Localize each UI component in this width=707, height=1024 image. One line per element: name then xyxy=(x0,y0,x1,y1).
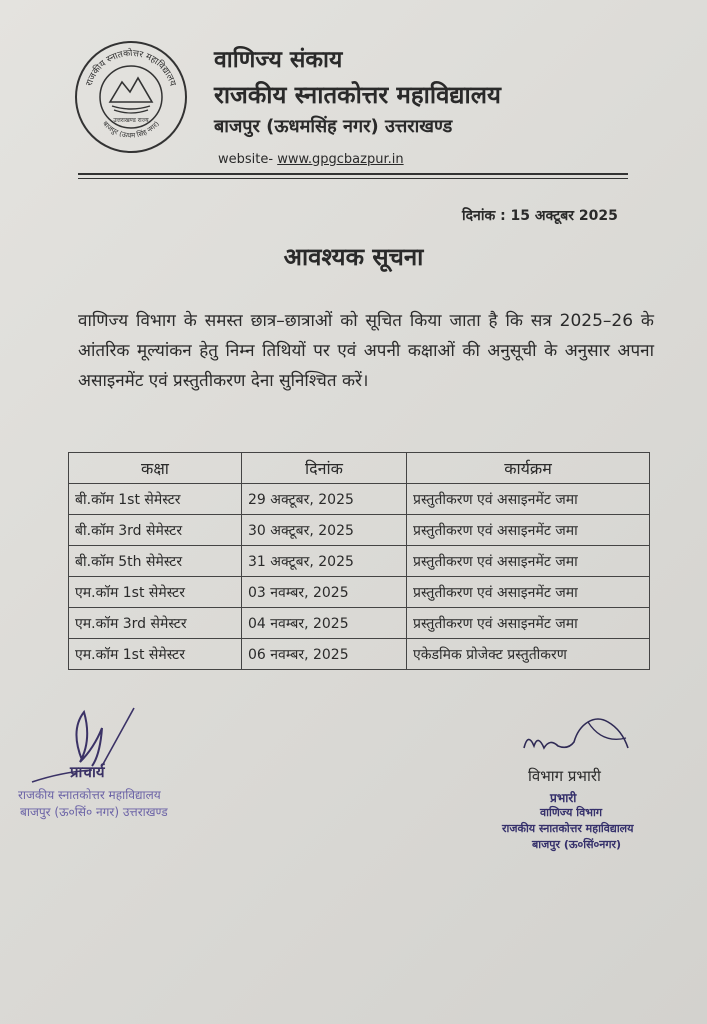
cell-class: एम.कॉम 3rd सेमेस्टर xyxy=(69,608,242,639)
table-row xyxy=(69,515,650,546)
cell-class: बी.कॉम 1st सेमेस्टर xyxy=(69,484,242,515)
college-title: राजकीय स्नातकोत्तर महाविद्यालय xyxy=(214,81,501,109)
logo-ring-text: राजकीय स्नातकोत्तर महाविद्यालय xyxy=(84,48,178,88)
table-row xyxy=(69,608,650,639)
head-title: विभाग प्रभारी xyxy=(528,767,601,785)
header-divider-thin xyxy=(78,178,628,179)
website-link[interactable]: www.gpgcbazpur.in xyxy=(277,152,404,167)
cell-programme: प्रस्तुतीकरण एवं असाइनमेंट जमा xyxy=(407,515,650,546)
table-row xyxy=(69,546,650,577)
header-date: दिनांक xyxy=(242,453,407,484)
logo-inner-text: उत्तराखण्ड राज्य xyxy=(113,117,149,124)
mountain-icon xyxy=(110,78,152,102)
cell-class: बी.कॉम 3rd सेमेस्टर xyxy=(69,515,242,546)
stamp-place: बाजपुर (ऊ०सिं०नगर) xyxy=(532,838,622,851)
cell-date: 03 नवम्बर, 2025 xyxy=(242,577,407,608)
stamp-incharge: प्रभारी xyxy=(550,791,577,805)
cell-date: 06 नवम्बर, 2025 xyxy=(242,639,407,670)
cell-programme: प्रस्तुतीकरण एवं असाइनमेंट जमा xyxy=(407,546,650,577)
cell-date: 31 अक्टूबर, 2025 xyxy=(242,546,407,577)
schedule-table xyxy=(68,452,650,670)
notice-title: आवश्यक सूचना xyxy=(283,243,424,271)
table-header-row xyxy=(69,453,650,484)
principal-seal-college: राजकीय स्नातकोत्तर महाविद्यालय xyxy=(18,788,161,802)
notice-body: वाणिज्य विभाग के समस्त छात्र–छात्राओं को सूचित किया जाता है कि सत्र 2025–26 के आंतरिक मूल्यांकन हेतु निम्न तिथियों पर एवं अपनी कक्षाओं की अनुसूची के अनुसार अपना असाइनमेंट एवं प्रस्तुतीकरण देना सुनिश्चित करें। xyxy=(78,311,654,391)
college-logo xyxy=(72,40,190,154)
head-signature xyxy=(518,708,648,768)
header-programme: कार्यक्रम xyxy=(407,453,650,484)
cell-programme: प्रस्तुतीकरण एवं असाइनमेंट जमा xyxy=(407,577,650,608)
college-place: बाजपुर (ऊधमसिंह नगर) उत्तराखण्ड xyxy=(214,116,453,137)
header-class: कक्षा xyxy=(69,453,242,484)
cell-programme: एकेडमिक प्रोजेक्ट प्रस्तुतीकरण xyxy=(407,639,650,670)
principal-seal-place: बाजपुर (ऊ०सिं० नगर) उत्तराखण्ड xyxy=(20,805,168,819)
cell-class: एम.कॉम 1st सेमेस्टर xyxy=(69,639,242,670)
cell-class: एम.कॉम 1st सेमेस्टर xyxy=(69,577,242,608)
cell-programme: प्रस्तुतीकरण एवं असाइनमेंट जमा xyxy=(407,608,650,639)
website-line xyxy=(218,152,404,167)
department-title: वाणिज्य संकाय xyxy=(214,47,343,73)
website-label: website- xyxy=(218,152,278,167)
stamp-department: वाणिज्य विभाग xyxy=(540,806,603,819)
table-row xyxy=(69,484,650,515)
cell-date: 30 अक्टूबर, 2025 xyxy=(242,515,407,546)
stamp-college: राजकीय स्नातकोत्तर महाविद्यालय xyxy=(502,822,634,835)
header-divider xyxy=(78,173,628,175)
logo-bottom-text: बाजपुर (ऊधम सिंह नगर) xyxy=(101,119,161,140)
cell-programme: प्रस्तुतीकरण एवं असाइनमेंट जमा xyxy=(407,484,650,515)
principal-title: प्राचार्य xyxy=(70,763,105,781)
table-row xyxy=(69,577,650,608)
table-row xyxy=(69,639,650,670)
cell-date: 04 नवम्बर, 2025 xyxy=(242,608,407,639)
cell-date: 29 अक्टूबर, 2025 xyxy=(242,484,407,515)
cell-class: बी.कॉम 5th सेमेस्टर xyxy=(69,546,242,577)
notice-date: दिनांक : 15 अक्टूबर 2025 xyxy=(462,208,618,224)
